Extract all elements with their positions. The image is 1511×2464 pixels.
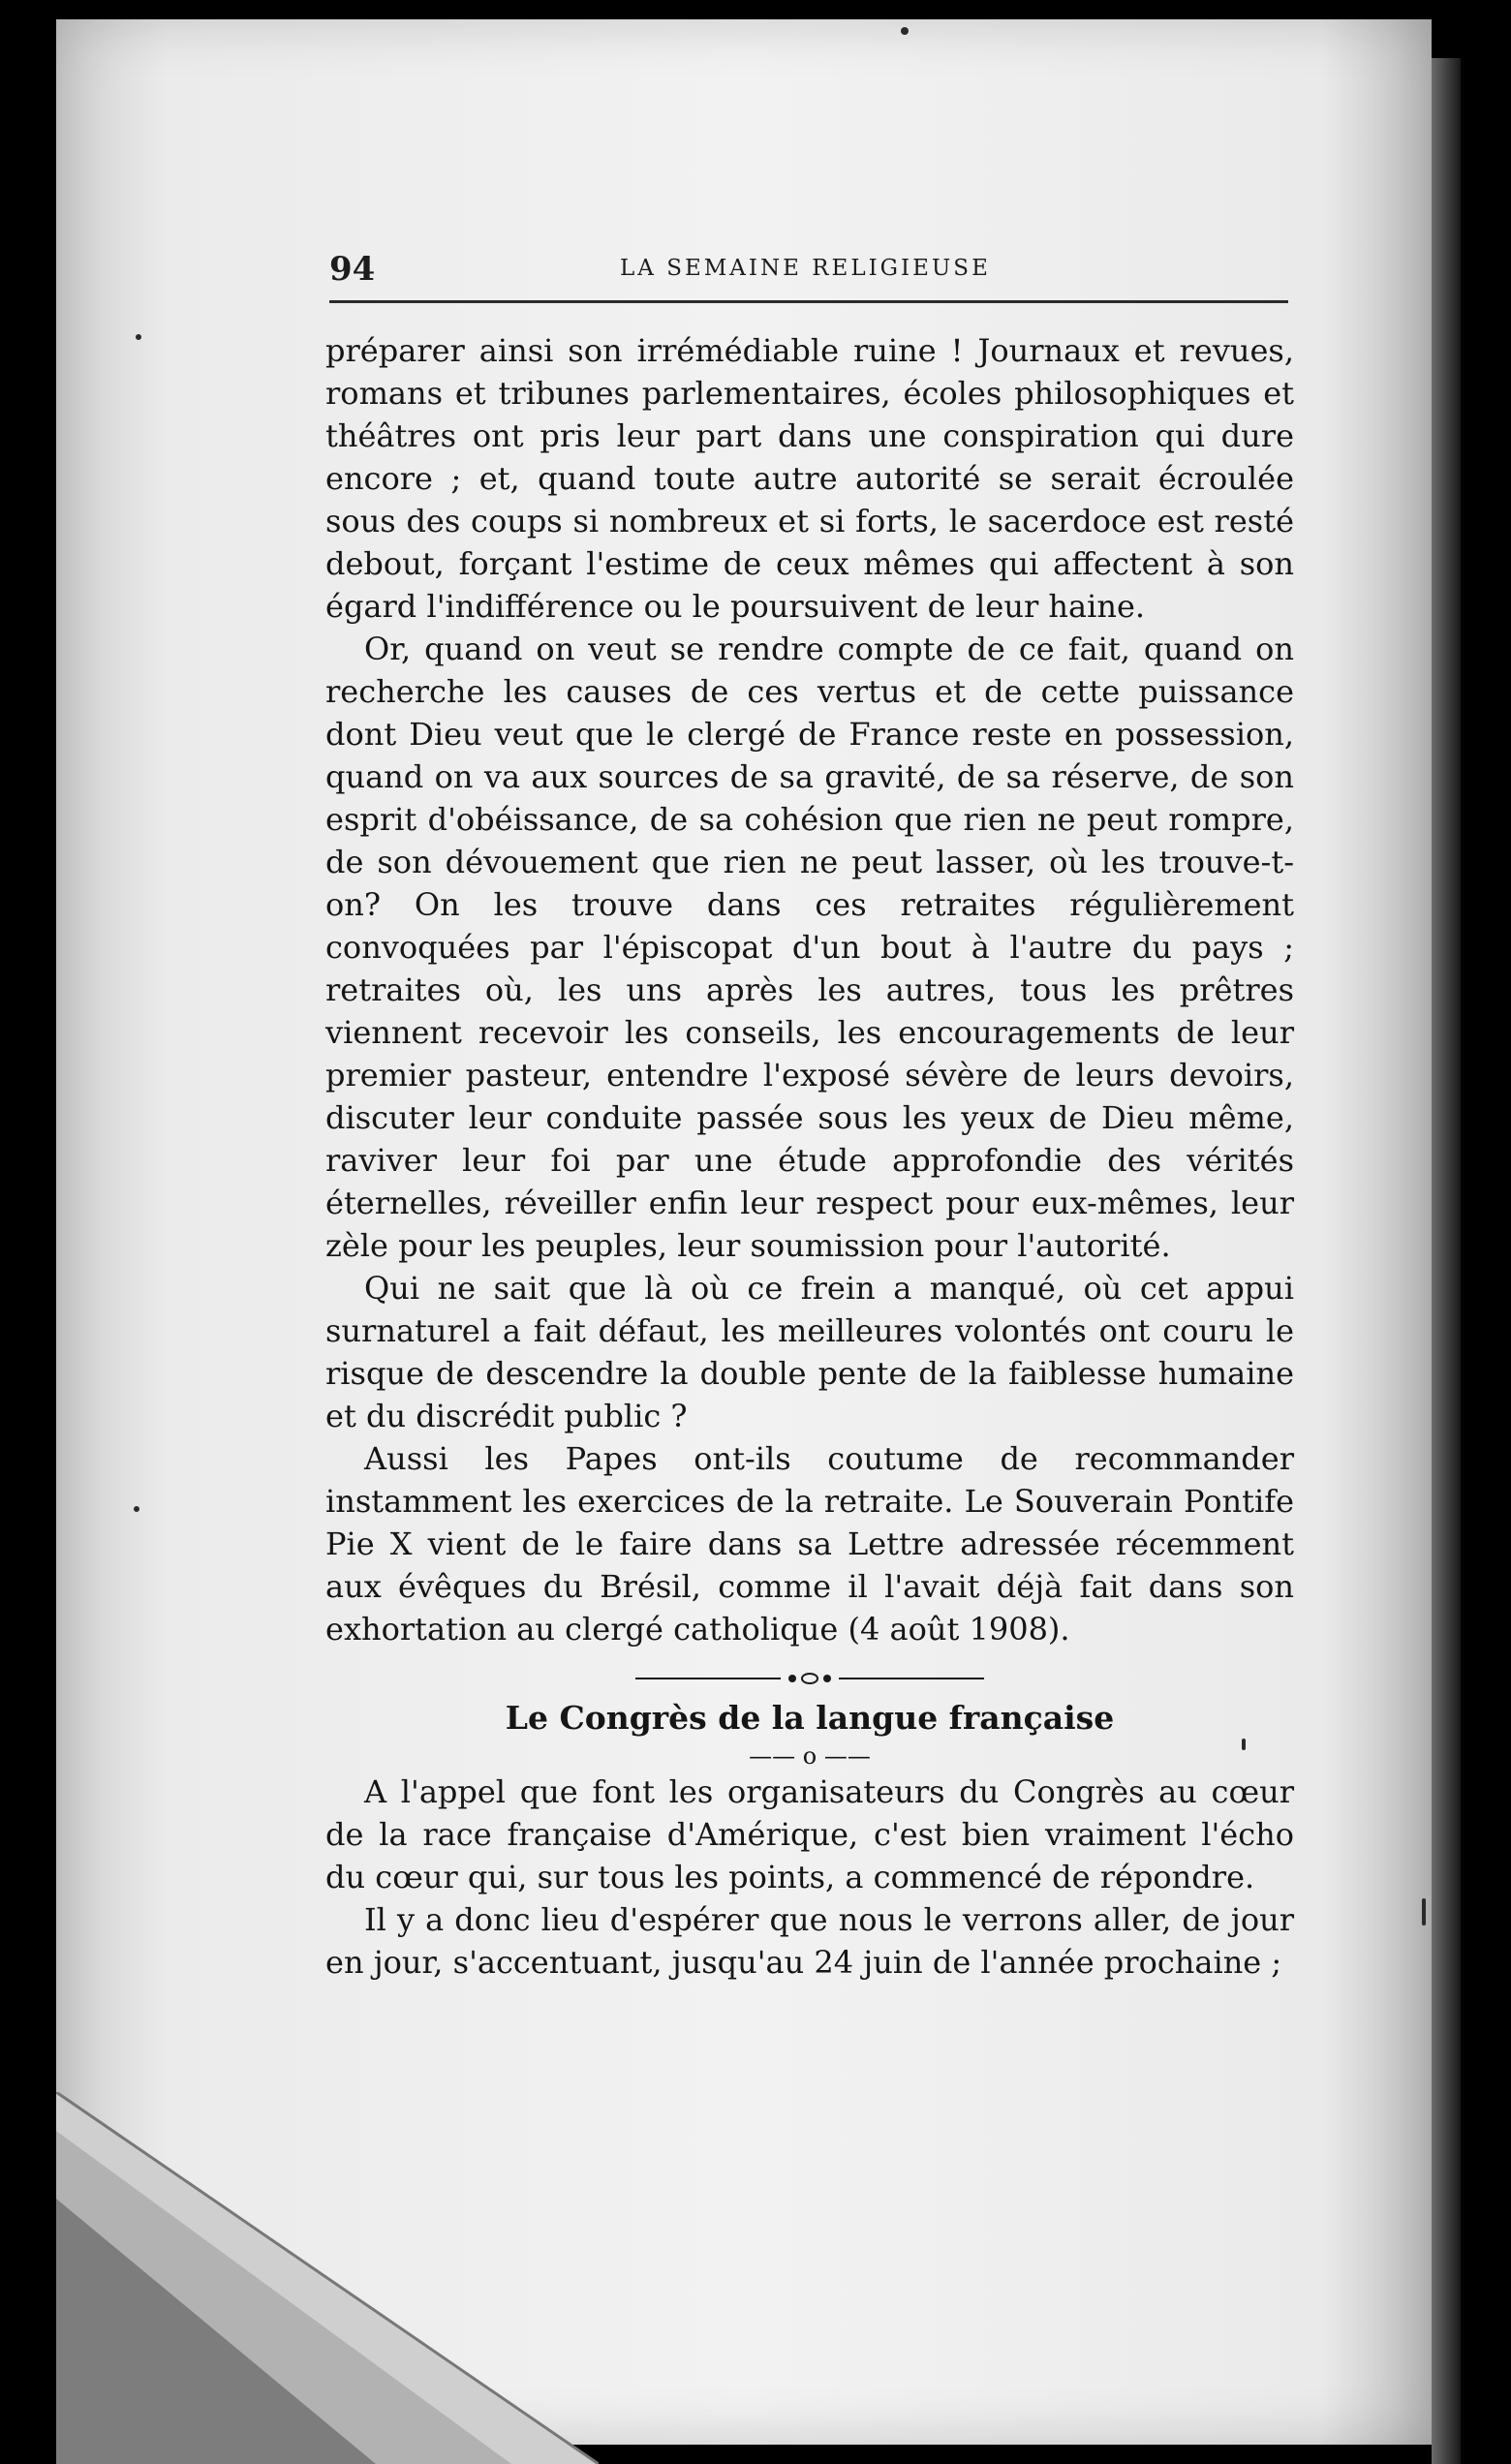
header-rule (329, 300, 1288, 303)
running-title: LA SEMAINE RELIGIEUSE (620, 256, 991, 281)
heading-separator: —— o —— (749, 1742, 871, 1770)
running-head (329, 250, 1288, 289)
page-edge-shadow (1432, 58, 1461, 2464)
folded-corner-shadow (56, 2092, 599, 2464)
paragraph-3: Qui ne sait que là où ce frein a manqué, où cet appui surnaturel a fait défaut, les meilleures volontés ont couru le risque de descendre la double pente de la faiblesse humaine et du discrédit public ? (325, 1270, 1294, 1434)
paragraph-4: Aussi les Papes ont-ils coutume de recommander instamment les exercices de la retraite. Le Souverain Pontife Pie X vient de le faire dans sa Lettre adressée récemment aux évêques du Brésil, comme il l'avait déjà fait dans son exhortation au clergé catholique (4 août 1908). (325, 1440, 1294, 1648)
section-ornament-rule (635, 1672, 984, 1685)
page-number: 94 (329, 250, 376, 289)
paragraph-5: A l'appel que font les organisateurs du Congrès au cœur de la race française d'Amérique, c'est bien vraiment l'écho du cœur qui, sur tous les points, a commencé de répondre. (325, 1773, 1294, 1895)
article-body (325, 329, 1294, 1984)
section-heading: Le Congrès de la langue française (505, 1699, 1115, 1737)
paragraph-2: Or, quand on veut se rendre compte de ce fait, quand on recherche les causes de ces vertus et de cette puissance dont Dieu veut que le clergé de France reste en possession, quand on va aux sources de sa gravité, de sa réserve, de son esprit d'obéissance, de sa cohésion que rien ne peut rompre, de son dévouement que rien ne peut lasser, où les trouve-t-on? On les trouve dans ces retraites régulièrement convoquées par l'épiscopat d'un bout à l'autre du pays ; retraites où, les uns après les autres, tous les prêtres viennent recevoir les conseils, les encouragements de leur premier pasteur, entendre l'exposé sévère de leurs devoirs, discuter leur conduite passée sous les yeux de Dieu même, raviver leur foi par une étude approfondie des vérités éternelles, réveiller enfin leur respect pour eux-mêmes, leur zèle pour les peuples, leur soumission pour l'autorité. (325, 631, 1294, 1264)
paragraph-1: préparer ainsi son irrémédiable ruine ! Journaux et revues, romans et tribunes parlementaires, écoles philosophiques et théâtres ont pris leur part dans une conspiration qui dure encore ; et, quand toute autre autorité se serait écroulée sous des coups si nombreux et si forts, le sacerdoce est resté debout, forçant l'estime de ceux mêmes qui affectent à son égard l'indifférence ou le poursuivent de leur haine. (325, 332, 1294, 625)
paragraph-6: Il y a donc lieu d'espérer que nous le verrons aller, de jour en jour, s'accentuant, jusqu'au 24 juin de l'année prochaine ; (325, 1901, 1294, 1981)
